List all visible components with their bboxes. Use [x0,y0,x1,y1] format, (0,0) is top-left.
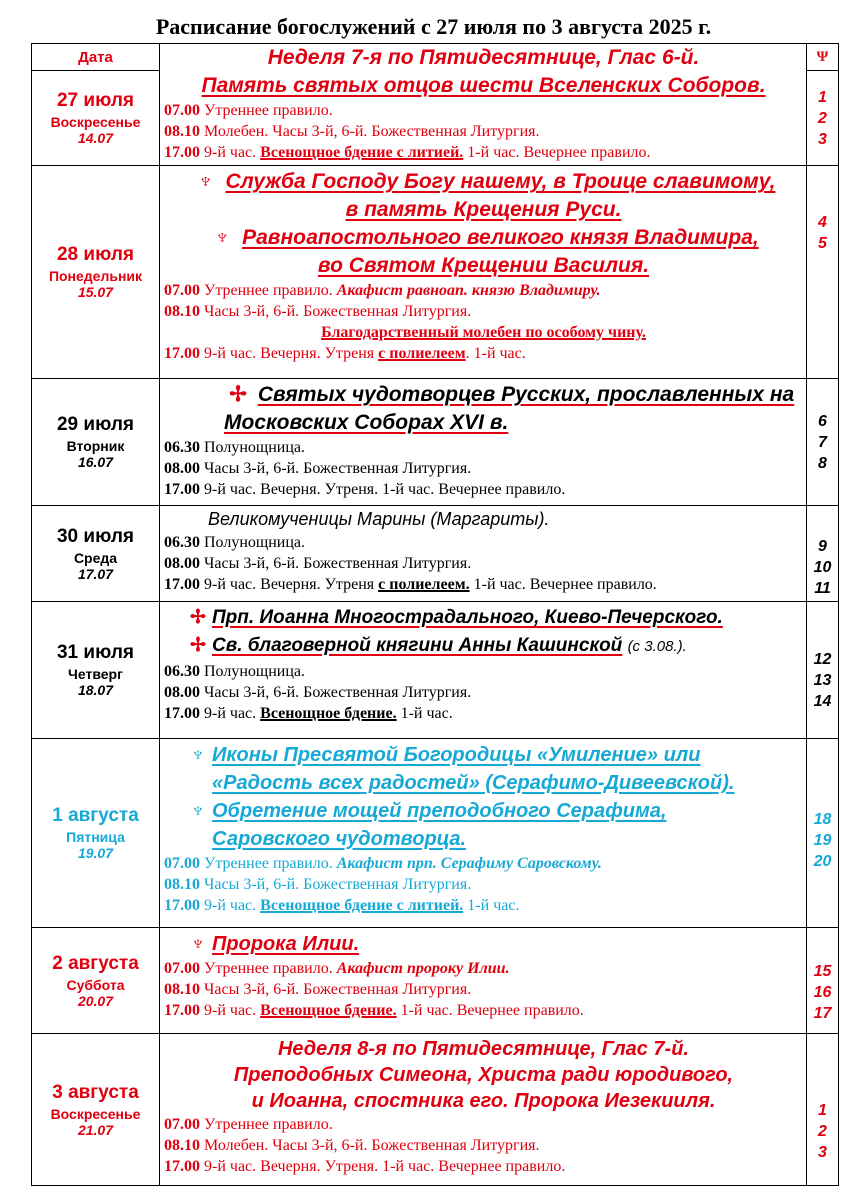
date-day: 3 августа [52,1081,139,1103]
date-weekday: Воскресенье [50,114,141,130]
date-day: 30 июля [56,525,134,547]
service-line: 17.00 9-й час. Вечерня. Утреня. 1-й час. Вечернее правило. [164,481,566,498]
feast-title: Великомученицы Марины (Маргариты). [208,509,550,529]
date-day: 28 июля [56,244,134,265]
service-line: Благодарственный молебен по особому чину. [321,324,646,341]
service-line: 06.30 Полунощница. [164,439,305,456]
feast-title: ✢ Прп. Иоанна Многострадального, Киево-Печерского. [164,604,803,632]
feast-title: ♆ Иконы Пресвятой Богородицы «Умиление» или [164,741,803,769]
date-cell [32,602,160,739]
service-line: 17.00 9-й час. Всенощное бдение с литией. 1-й час. [164,897,520,914]
feast-cross-icon: ✢ [190,607,206,628]
psalm-numbers: 4 5 [807,166,839,379]
date-cell [32,739,160,928]
date-weekday: Вторник [66,438,125,454]
table-row [32,506,839,602]
date-cell [32,71,160,166]
feast-cross-icon: ♆ [190,800,206,822]
table-row [32,379,839,506]
day-content [160,44,807,166]
feast-cross-icon: ♆ [190,933,206,955]
feast-title: Саровского чудотворца. [212,828,467,850]
service-line: 07.00 Утреннее правило. [164,102,333,119]
feast-title: ♆ Служба Господу Богу нашему, в Троице славимому, [164,168,803,196]
date-old-style: 15.07 [77,284,114,300]
date-day: 1 августа [52,805,139,826]
date-cell [32,928,160,1034]
date-weekday: Воскресенье [50,1105,141,1122]
psalm-numbers: 12 13 14 [807,602,839,739]
day-content [160,166,807,379]
date-weekday: Среда [73,549,118,566]
psalm-numbers: 1 2 3 [807,1034,839,1186]
date-old-style: 19.07 [77,845,114,861]
schedule-table [31,43,839,1186]
service-line: 08.10 Часы 3-й, 6-й. Божественная Литургия. [164,981,472,998]
psalm-numbers: 18 19 20 [807,739,839,928]
service-line: 17.00 9-й час. Вечерня. Утреня с полиелеем. 1-й час. [164,345,526,362]
day-content [160,928,807,1034]
feast-title: ✢ Св. благоверной княгини Анны Кашинской (с 3.08.). [164,632,803,661]
date-day: 27 июля [56,90,134,111]
date-day: 29 июля [56,414,134,435]
day-content [160,739,807,928]
psalm-numbers: 1 2 3 [807,71,839,166]
feast-title: Неделя 7-я по Пятидесятнице, Глас 6-й. [267,46,700,69]
table-row [32,602,839,739]
date-day: 2 августа [52,952,139,974]
feast-title: во Святом Крещении Василия. [317,254,650,277]
date-old-style: 14.07 [77,130,114,146]
service-line: 06.30 Полунощница. [164,534,305,551]
date-cell [32,166,160,379]
feast-cross-icon: ♆ [197,170,214,193]
feast-title: Неделя 8-я по Пятидесятнице, Глас 7-й. [277,1038,689,1060]
feast-title: ♆ Обретение мощей преподобного Серафима, [164,797,803,825]
feast-cross-icon: ♆ [190,744,206,766]
date-old-style: 20.07 [77,992,114,1009]
feast-title: «Радость всех радостей» (Серафимо-Дивеевской). [212,772,735,794]
psalm-column-header: Ψ [807,44,839,71]
service-line: 06.30 Полунощница. [164,663,305,680]
table-row [32,1034,839,1186]
service-line: 17.00 9-й час. Всенощное бдение. 1-й час. [164,705,453,722]
date-old-style: 16.07 [77,454,114,470]
feast-cross-icon: ✢ [190,635,206,656]
feast-title: Московских Соборах XVI в. [224,411,509,434]
service-line: 08.00 Часы 3-й, 6-й. Божественная Литургия. [164,460,472,477]
feast-title: ♆ Равноапостольного великого князя Владимира, [164,224,803,252]
date-old-style: 21.07 [77,1121,114,1138]
service-line: 08.00 Часы 3-й, 6-й. Божественная Литургия. [164,684,472,701]
page-title: Расписание богослужений с 27 июля по 3 августа 2025 г. [155,14,712,39]
day-content [160,379,807,506]
date-weekday: Суббота [66,976,125,993]
day-content [160,1034,807,1186]
date-cell [32,1034,160,1186]
feast-title: Память святых отцов шести Вселенских Соборов. [201,74,766,97]
date-day: 31 июля [56,642,134,663]
day-content [160,602,807,739]
psalm-numbers: 9 10 11 [807,506,839,602]
service-line: 08.10 Молебен. Часы 3-й, 6-й. Божественная Литургия. [164,123,540,140]
date-old-style: 17.07 [77,565,114,582]
table-row [32,739,839,928]
service-line: 07.00 Утреннее правило. Акафист пророку Илии. [164,960,510,977]
feast-title: Преподобных Симеона, Христа ради юродивого, [233,1064,734,1086]
service-line: 07.00 Утреннее правило. Акафист равноап. князю Владимиру. [164,282,601,299]
table-row [32,928,839,1034]
date-column-header: Дата [32,44,160,71]
date-weekday: Понедельник [48,268,143,284]
feast-title: и Иоанна, спостника его. Пророка Иезекииля. [251,1090,716,1112]
feast-cross-icon: ♆ [214,226,231,249]
service-line: 17.00 9-й час. Всенощное бдение. 1-й час. Вечернее правило. [164,1002,584,1019]
date-old-style: 18.07 [77,682,114,698]
service-line: 07.00 Утреннее правило. [164,1116,333,1133]
service-line: 17.00 9-й час. Всенощное бдение с литией. 1-й час. Вечернее правило. [164,144,651,161]
service-line: 07.00 Утреннее правило. Акафист прп. Серафиму Саровскому. [164,855,602,872]
table-row [32,166,839,379]
service-line: 08.00 Часы 3-й, 6-й. Божественная Литургия. [164,555,472,572]
date-cell [32,379,160,506]
service-line: 08.10 Часы 3-й, 6-й. Божественная Литургия. [164,303,472,320]
service-line: 08.10 Часы 3-й, 6-й. Божественная Литургия. [164,876,472,893]
feast-title: ♆ Пророка Илии. [164,930,803,958]
date-weekday: Пятница [66,829,125,845]
feast-cross-icon: ✢ [229,383,247,406]
feast-title: в память Крещения Руси. [345,198,622,221]
date-cell [32,506,160,602]
psalm-numbers: 6 7 8 [807,379,839,506]
day-content [160,506,807,602]
date-weekday: Четверг [68,666,123,682]
table-row [32,44,839,71]
feast-title: ✢ Святых чудотворцев Русских, прославленных на [164,381,803,409]
service-line: 08.10 Молебен. Часы 3-й, 6-й. Божественная Литургия. [164,1137,540,1154]
service-line: 17.00 9-й час. Вечерня. Утреня. 1-й час. Вечернее правило. [164,1158,566,1175]
service-line: 17.00 9-й час. Вечерня. Утреня с полиелеем. 1-й час. Вечернее правило. [164,576,657,593]
psalm-numbers: 15 16 17 [807,928,839,1034]
